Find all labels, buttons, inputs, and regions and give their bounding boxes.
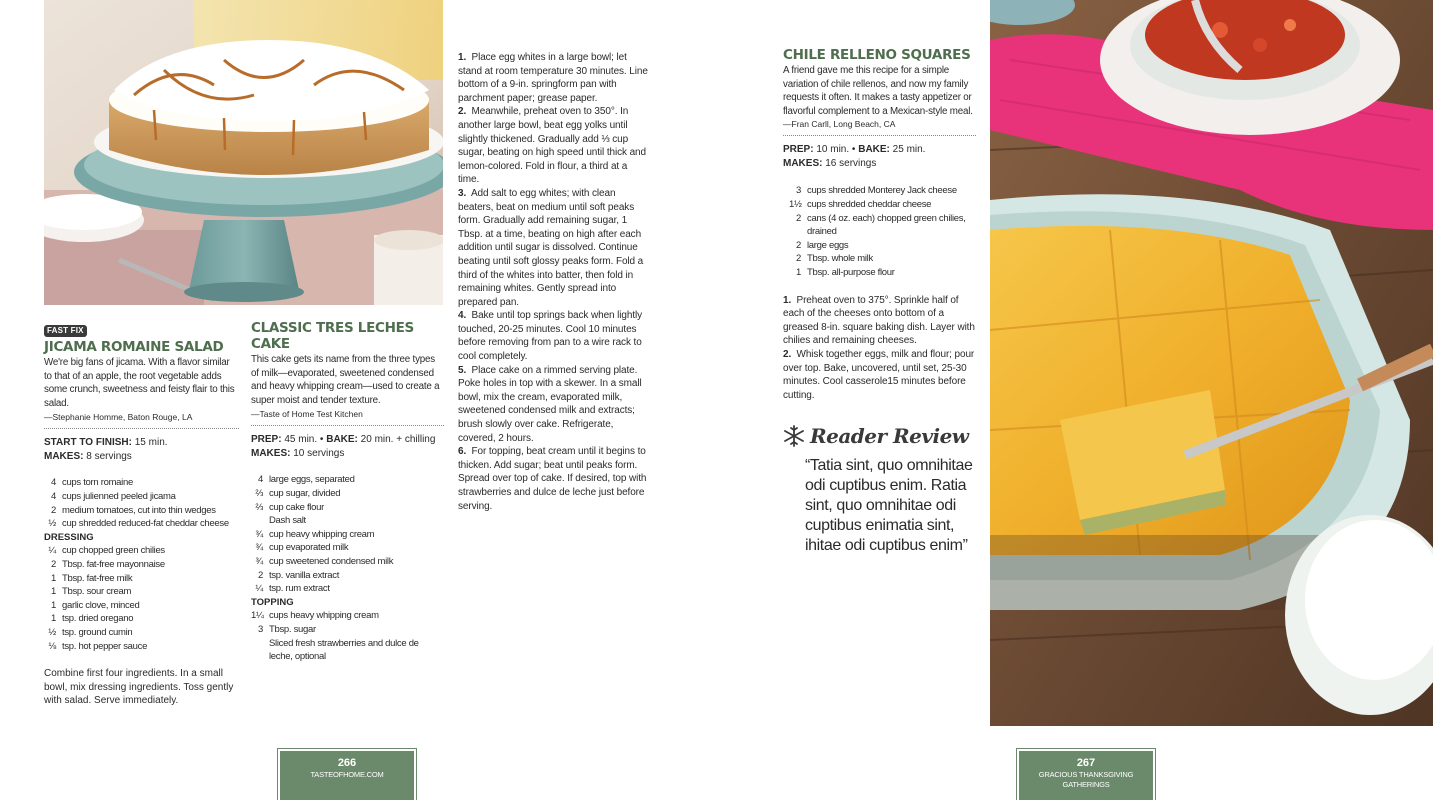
ingredient-name: cups shredded cheddar cheese [807, 198, 932, 210]
ingredient-item [251, 582, 444, 596]
ingredient-item [44, 640, 239, 654]
recipe-title: JICAMA ROMAINE SALAD [44, 339, 224, 355]
ingredient-item [789, 252, 976, 266]
page-number: 266 [337, 757, 357, 769]
topping-list [251, 609, 444, 663]
step-number: 6. [458, 446, 467, 458]
step-text: For topping, beat cream until it begins to thicken. Add sugar; beat until peaks form. Spread over top of cake. If desired, top with strawberries and dulce de leche just before serving. [458, 446, 647, 512]
step-number: 4. [458, 310, 467, 322]
ingredient-item [44, 626, 239, 640]
recipe-byline: —Taste of Home Test Kitchen [251, 409, 363, 420]
folio-left [280, 751, 414, 800]
ingredient-qty: 1¼ [251, 610, 264, 622]
ingredient-name: Tbsp. fat-free milk [62, 572, 133, 584]
section-name: TASTEOFHOME.COM [310, 770, 384, 779]
ingredient-qty: ⅔ [255, 501, 263, 513]
ingredient-qty [251, 514, 269, 528]
ingredient-qty: 2 [796, 212, 801, 224]
makes-label: MAKES: [44, 450, 84, 462]
ingredient-name: Tbsp. all-purpose flour [807, 266, 895, 278]
ingredient-name: large eggs [807, 239, 849, 251]
finish-label: START TO FINISH: [44, 437, 132, 449]
prep-value: 45 min. [284, 434, 318, 446]
makes-label: MAKES: [251, 447, 291, 459]
ingredient-item [44, 612, 239, 626]
ingredient-qty: 2 [51, 558, 56, 570]
ingredient-name: Sliced fresh strawberries and dulce de leche, optional [269, 637, 419, 663]
ingredient-name: tsp. vanilla extract [269, 569, 340, 581]
ingredient-item [44, 517, 239, 531]
ingredient-qty [251, 637, 269, 664]
section-name: GRACIOUS THANKSGIVING GATHERINGS [1038, 770, 1134, 789]
ingredient-qty: 2 [796, 239, 801, 251]
ingredient-qty: 1 [51, 613, 56, 625]
ingredient-item [789, 239, 976, 253]
ingredient-qty: 2 [796, 253, 801, 265]
ingredient-name: large eggs, separated [269, 474, 355, 486]
makes-line [44, 450, 239, 464]
dressing-list [44, 544, 239, 653]
recipe-directions: Combine first four ingredients. In a small bowl, mix dressing ingredients. Toss gently with salad. Serve immediately. [44, 668, 234, 707]
ingredient-item [251, 555, 444, 569]
ingredient-item [789, 212, 976, 239]
ingredient-qty: 1 [51, 599, 56, 611]
folio-right [1019, 751, 1153, 800]
ingredient-name: garlic clove, minced [62, 599, 140, 611]
recipe-title: CHILE RELLENO SQUARES [783, 47, 971, 63]
makes-line [251, 447, 444, 461]
step-number: 2. [783, 348, 792, 360]
ingredient-qty: ¼ [48, 545, 56, 557]
ingredient-name: tsp. ground cumin [62, 626, 133, 638]
bullet: • [851, 144, 856, 156]
bake-label: BAKE: [326, 434, 358, 446]
divider [44, 428, 239, 429]
ingredient-qty: 2 [51, 504, 56, 516]
ingredient-name: cup shredded reduced-fat cheddar cheese [62, 518, 229, 530]
time-line [783, 143, 976, 157]
ingredient-list [44, 476, 239, 530]
tres-leches-recipe [251, 320, 444, 664]
divider [783, 135, 976, 136]
recipe-byline: —Stephanie Homme, Baton Rouge, LA [44, 412, 193, 423]
direction-step [458, 309, 651, 363]
ingredient-qty: 3 [258, 623, 263, 635]
tres-leches-directions [458, 51, 651, 513]
ingredient-name: Tbsp. sugar [269, 623, 316, 635]
ingredient-name: medium tomatoes, cut into thin wedges [62, 504, 216, 516]
step-number: 3. [458, 187, 467, 199]
prep-label: PREP: [783, 144, 814, 156]
ingredient-name: cup sweetened condensed milk [269, 555, 394, 567]
ingredient-qty: 2 [258, 569, 263, 581]
divider [251, 425, 444, 426]
ingredient-qty: 1½ [789, 198, 802, 210]
direction-step [458, 364, 651, 446]
page-number: 267 [1076, 757, 1096, 769]
recipe-intro: This cake gets its name from the three types of milk—evaporated, sweetened condensed and heavy whipping cream—used to create a super moist and tender texture. [251, 354, 440, 406]
recipe-intro: We're big fans of jicama. With a flavor similar to that of an apple, the root vegetable adds some crunch, sweetness and feisty flair to this salad. [44, 357, 235, 409]
ingredient-name: cups shredded Monterey Jack cheese [807, 185, 957, 197]
ingredient-qty: ¾ [255, 555, 263, 567]
finish-value: 15 min. [134, 437, 168, 449]
directions [783, 294, 976, 403]
chile-relleno-photo-illustration [990, 0, 1433, 726]
ingredient-item [251, 487, 444, 501]
ingredient-name: cup chopped green chilies [62, 545, 165, 557]
step-text: Place cake on a rimmed serving plate. Poke holes in top with a skewer. In a small bowl, mix the cream, evaporated milk, sweetened condensed milk and extracts; brush slowly over cake. Refrigerate, covered, 2 hours. [458, 364, 642, 444]
makes-value: 16 servings [825, 157, 877, 169]
ingredient-item [251, 623, 444, 637]
bake-value: 25 min. [892, 144, 926, 156]
cake-photo-illustration [44, 0, 443, 305]
reader-review [783, 424, 976, 556]
ingredient-name: cups julienned peeled jicama [62, 490, 176, 502]
step-text: Meanwhile, preheat oven to 350°. In another large bowl, beat egg yolks until slightly thickened. Gradually add ⅓ cup sugar, beating on high speed until thick and lemon-colored. Fold in flour, a third at a time. [458, 106, 646, 186]
step-number: 1. [458, 52, 467, 63]
jicama-recipe [44, 320, 239, 708]
ingredient-list [783, 184, 976, 279]
ingredient-qty: 3 [796, 185, 801, 197]
ingredient-qty: ¾ [255, 542, 263, 554]
chile-relleno-recipe [783, 47, 976, 556]
cake-photo [44, 0, 443, 305]
ingredient-item [44, 490, 239, 504]
ingredient-qty: 1 [796, 266, 801, 278]
ingredient-item [44, 585, 239, 599]
ingredient-qty: 1 [51, 586, 56, 598]
time-line [44, 436, 239, 450]
ingredient-name: cup evaporated milk [269, 542, 349, 554]
ingredient-name: tsp. hot pepper sauce [62, 640, 148, 652]
ingredient-name: cup heavy whipping cream [269, 528, 375, 540]
prep-value: 10 min. [816, 144, 850, 156]
review-heading: Reader Review [810, 424, 969, 449]
makes-line [783, 157, 976, 171]
ingredient-item [251, 609, 444, 623]
ingredient-name: cups heavy whipping cream [269, 610, 379, 622]
ingredient-item [789, 266, 976, 280]
snowflake-icon [783, 425, 805, 447]
direction-step [458, 445, 651, 513]
ingredient-item [789, 184, 976, 198]
chile-relleno-photo [990, 0, 1433, 726]
ingredient-item [251, 528, 444, 542]
ingredient-item [251, 637, 444, 664]
topping-label: TOPPING [251, 596, 294, 608]
ingredient-list [251, 473, 444, 595]
time-line [251, 433, 444, 447]
ingredient-item [251, 514, 444, 528]
ingredient-qty: ¾ [255, 528, 263, 540]
ingredient-name: Tbsp. whole milk [807, 253, 873, 265]
ingredient-qty: 4 [258, 474, 263, 486]
bullet: • [319, 434, 324, 446]
ingredient-item [44, 504, 239, 518]
step-text: Preheat oven to 375°. Sprinkle half of each of the cheeses onto bottom of a greased 8-in. square baking dish. Layer with chilies and remaining cheeses. [783, 294, 975, 347]
ingredient-item [251, 569, 444, 583]
makes-value: 10 servings [293, 447, 345, 459]
ingredient-qty: ⅔ [255, 487, 263, 499]
recipe-byline: —Fran Carll, Long Beach, CA [783, 119, 896, 130]
direction-step [458, 187, 651, 309]
direction-step [783, 294, 976, 348]
step-number: 1. [783, 294, 792, 306]
step-text: Add salt to egg whites; with clean beaters, beat on medium until soft peaks form. Gradually add remaining sugar, 1 Tbsp. at a time, beating on high after each addition until sugar is dissolved. Continue beating until soft glossy peaks form. Fold a third of the whites into batter, then fold in remaining whites. Gently spread into prepared pan. [458, 187, 644, 308]
ingredient-item [44, 544, 239, 558]
direction-step [458, 105, 651, 187]
makes-value: 8 servings [86, 450, 132, 462]
ingredient-qty: ⅛ [48, 640, 56, 652]
ingredient-name: cans (4 oz. each) chopped green chilies, drained [807, 212, 966, 238]
ingredient-name: cup sugar, divided [269, 487, 341, 499]
bake-value: 20 min. + chilling [360, 434, 436, 446]
review-quote: “Tatia sint, quo omnihitae odi cuptibus enim. Ratia sint, quo omnihitae odi cuptibus enimatia sint, ihitae odi cuptibus enim” [805, 457, 973, 555]
makes-label: MAKES: [783, 157, 823, 169]
ingredient-item [251, 473, 444, 487]
step-text: Place egg whites in a large bowl; let stand at room temperature 30 minutes. Line bottom of a 9-in. springform pan with parchment paper; grease paper. [458, 52, 648, 104]
direction-step [458, 51, 651, 105]
ingredient-name: tsp. dried oregano [62, 613, 134, 625]
ingredient-qty: ¼ [255, 583, 263, 595]
direction-step [783, 348, 976, 402]
step-text: Whisk together eggs, milk and flour; pour over top. Bake, uncovered, until set, 25-30 minutes. Cool casserole15 minutes before cutting. [783, 348, 975, 401]
ingredient-item [251, 501, 444, 515]
ingredient-name: cup cake flour [269, 501, 324, 513]
step-text: Bake until top springs back when lightly touched, 20-25 minutes. Cool 10 minutes before removing from pan to a wire rack to cool completely. [458, 310, 643, 363]
prep-label: PREP: [251, 434, 282, 446]
step-number: 2. [458, 106, 467, 118]
ingredient-item [44, 599, 239, 613]
recipe-intro: A friend gave me this recipe for a simple variation of chile rellenos, and now my family requests it often. It makes a tasty appetizer or flavorful complement to a Mexican-style meal. [783, 65, 973, 117]
ingredient-qty: 4 [51, 490, 56, 502]
ingredient-item [44, 476, 239, 490]
review-heading-row [783, 424, 976, 448]
ingredient-name: Dash salt [269, 515, 306, 527]
ingredient-item [251, 541, 444, 555]
recipe-title: CLASSIC TRES LECHES CAKE [251, 320, 414, 352]
dressing-label: DRESSING [44, 531, 94, 543]
ingredient-qty: 1 [51, 572, 56, 584]
fast-fix-badge: FAST FIX [44, 325, 87, 337]
ingredient-name: Tbsp. sour cream [62, 586, 132, 598]
ingredient-qty: ½ [48, 626, 56, 638]
bake-label: BAKE: [858, 144, 890, 156]
ingredient-name: cups torn romaine [62, 477, 133, 489]
ingredient-qty: ½ [48, 518, 56, 530]
ingredient-item [44, 558, 239, 572]
ingredient-name: Tbsp. fat-free mayonnaise [62, 558, 165, 570]
ingredient-item [789, 198, 976, 212]
ingredient-item [44, 572, 239, 586]
ingredient-name: tsp. rum extract [269, 583, 330, 595]
step-number: 5. [458, 364, 467, 376]
ingredient-qty: 4 [51, 477, 56, 489]
